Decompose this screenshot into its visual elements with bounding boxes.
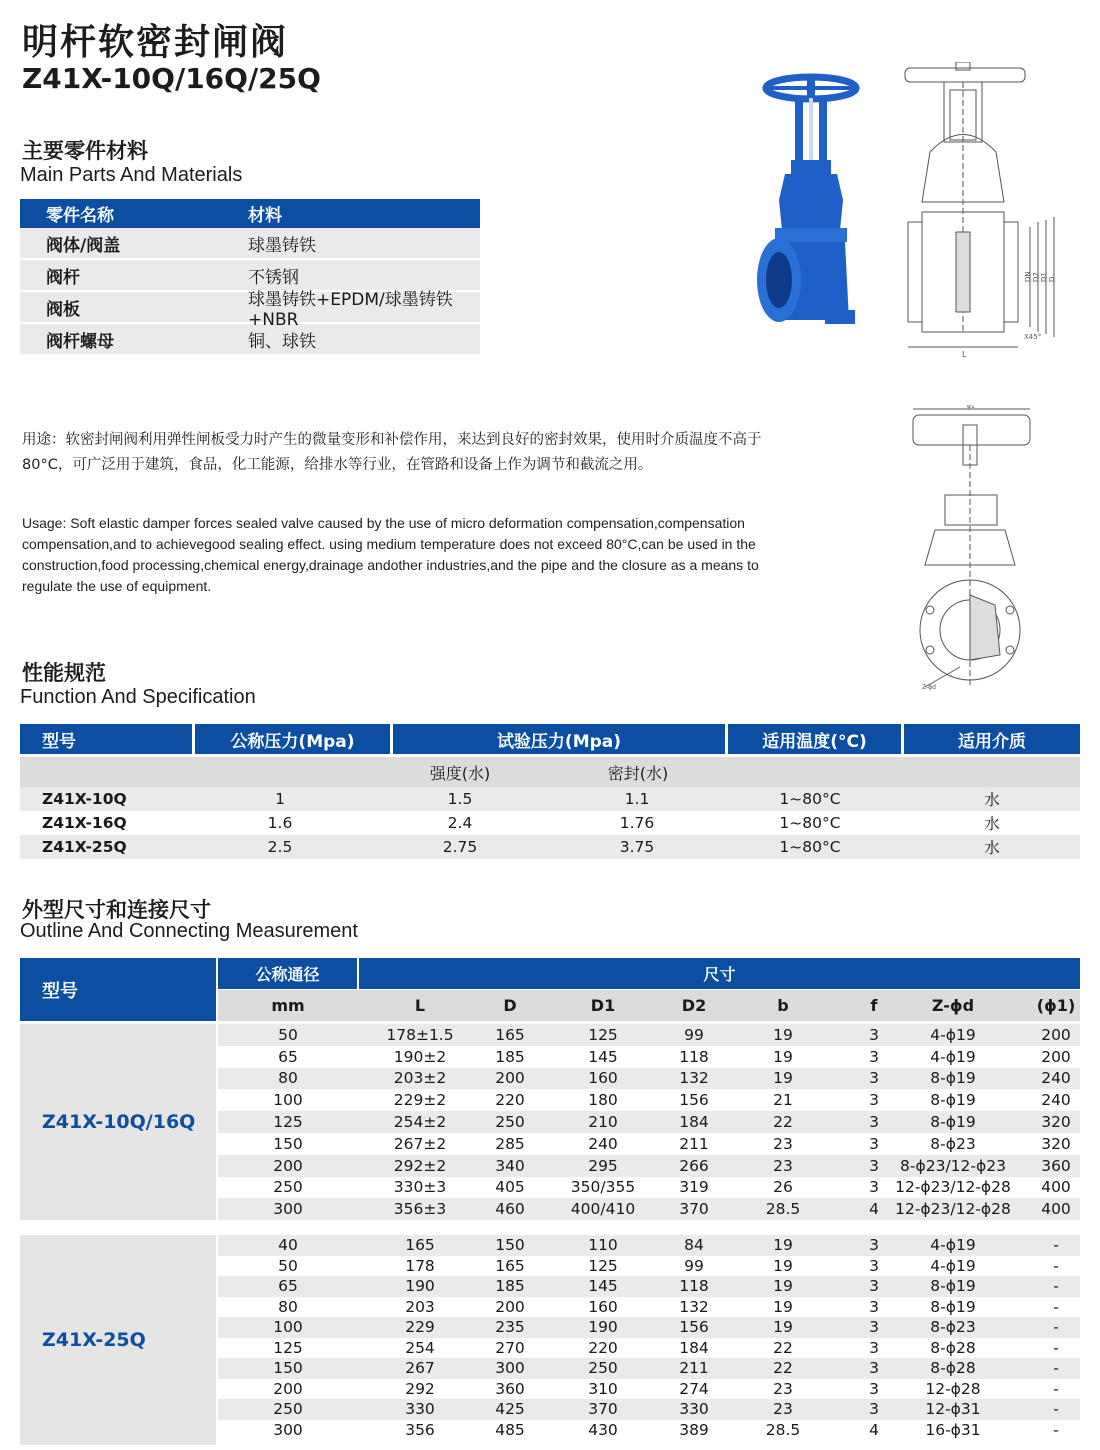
table-cell: 23: [773, 1400, 793, 1419]
table-cell: 240: [1041, 1091, 1071, 1110]
table-cell: 330: [679, 1400, 709, 1419]
table-cell: 165: [495, 1025, 525, 1044]
table-cell: 19: [773, 1297, 793, 1316]
part-name: 阀体/阀盖: [46, 235, 121, 256]
table-cell: -: [1053, 1359, 1059, 1378]
drawing-label: D1: [1040, 272, 1048, 282]
table-cell: 132: [679, 1297, 709, 1316]
table-cell: 184: [679, 1113, 709, 1132]
dims-header-size: 尺寸: [359, 958, 1080, 989]
table-cell: 80: [278, 1069, 298, 1088]
table-cell: 178: [405, 1256, 435, 1275]
table-cell: 40: [278, 1236, 298, 1255]
table-cell: 125: [588, 1025, 618, 1044]
table-cell: 400: [1041, 1200, 1071, 1219]
part-material: 球墨铸铁+EPDM/球墨铸铁+NBR: [248, 289, 453, 330]
dims-group-model: Z41X-10Q/16Q: [20, 1024, 216, 1220]
dims-column-headers: [218, 990, 1080, 1021]
table-cell: 3: [869, 1297, 879, 1316]
table-cell: 210: [588, 1113, 618, 1132]
table-cell: -: [1053, 1236, 1059, 1255]
dims-column-header: (ϕ1): [1036, 996, 1076, 1015]
spec-header-medium: 适用介质: [904, 724, 1080, 754]
table-cell: 330: [405, 1400, 435, 1419]
drawing-label: ϕ1: [967, 405, 975, 410]
spec-nominal: 1.6: [267, 814, 293, 832]
spec-medium: 水: [984, 815, 1000, 833]
spec-table: [20, 724, 1080, 859]
table-row: [218, 1256, 1080, 1277]
table-row: [218, 1276, 1080, 1297]
table-cell: 19: [773, 1236, 793, 1255]
table-cell: 360: [1041, 1156, 1071, 1175]
spec-subheader-seal: 密封(水): [607, 763, 669, 783]
table-cell: 184: [679, 1338, 709, 1357]
table-cell: 270: [495, 1338, 525, 1357]
table-cell: 400/410: [570, 1200, 636, 1219]
spec-subheader: [20, 757, 1080, 787]
spec-seal: 3.75: [619, 838, 655, 856]
parts-header-material: 材料: [248, 206, 282, 226]
table-cell: 356: [405, 1420, 435, 1439]
table-row: [218, 1379, 1080, 1400]
table-cell: 295: [588, 1156, 618, 1175]
table-cell: 160: [588, 1297, 618, 1316]
table-row: [218, 1297, 1080, 1318]
part-material: 球墨铸铁: [248, 235, 316, 256]
table-cell: 28.5: [765, 1200, 801, 1219]
table-cell: 3: [869, 1091, 879, 1110]
spec-header-model: 型号: [20, 724, 192, 754]
table-cell: 180: [588, 1091, 618, 1110]
table-cell: 19: [773, 1025, 793, 1044]
page-title: 明杆软密封闸阀: [22, 22, 289, 63]
drawing-label: X45°: [1024, 333, 1042, 341]
table-row: [218, 1420, 1080, 1441]
spec-temp: 1~80°C: [779, 838, 841, 856]
table-cell: 200: [273, 1156, 303, 1175]
spec-model: Z41X-10Q: [42, 790, 127, 808]
spec-title-cn: 性能规范: [22, 661, 106, 685]
table-cell: 156: [679, 1091, 709, 1110]
table-cell: 19: [773, 1256, 793, 1275]
spec-header-nominal: 公称压力(Mpa): [195, 724, 390, 754]
table-cell: 65: [278, 1047, 298, 1066]
table-cell: 310: [588, 1379, 618, 1398]
table-cell: 8-ϕ28: [930, 1338, 976, 1357]
table-cell: 360: [495, 1379, 525, 1398]
dims-group-model: Z41X-25Q: [20, 1235, 216, 1445]
table-cell: 19: [773, 1069, 793, 1088]
table-cell: 125: [273, 1338, 303, 1357]
drawing-label: DN: [1024, 271, 1032, 282]
table-cell: 150: [273, 1134, 303, 1153]
table-cell: 99: [684, 1256, 704, 1275]
table-cell: 3: [869, 1113, 879, 1132]
table-cell: 250: [495, 1113, 525, 1132]
drawing-label: L: [962, 350, 967, 359]
table-cell: 190±2: [393, 1047, 447, 1066]
table-cell: 100: [273, 1318, 303, 1337]
spec-strength: 2.4: [447, 814, 473, 832]
spec-temp: 1~80°C: [779, 790, 841, 808]
table-cell: 3: [869, 1069, 879, 1088]
dims-column-header: f: [870, 996, 878, 1015]
spec-seal: 1.1: [624, 790, 650, 808]
table-row: [218, 1317, 1080, 1338]
table-cell: 350/355: [570, 1178, 636, 1197]
table-cell: 12-ϕ23/12-ϕ28: [895, 1200, 1011, 1219]
table-cell: 26: [773, 1178, 793, 1197]
table-cell: 99: [684, 1025, 704, 1044]
table-cell: 235: [495, 1318, 525, 1337]
table-cell: 16-ϕ31: [925, 1420, 981, 1439]
table-cell: 165: [405, 1236, 435, 1255]
table-cell: 3: [869, 1379, 879, 1398]
table-cell: 240: [1041, 1069, 1071, 1088]
table-cell: 125: [588, 1256, 618, 1275]
table-cell: 211: [679, 1359, 709, 1378]
front-section-drawing: [905, 405, 1040, 695]
table-row: [20, 324, 480, 356]
table-cell: 8-ϕ19: [930, 1277, 976, 1296]
table-cell: 3: [869, 1277, 879, 1296]
drawing-label: Z-ϕd: [922, 684, 936, 691]
table-cell: 3: [869, 1178, 879, 1197]
dims-column-header: D1: [590, 996, 616, 1015]
spec-subheader-strength: 强度(水): [429, 763, 491, 783]
spec-medium: 水: [984, 839, 1000, 857]
table-cell: 8-ϕ19: [930, 1069, 976, 1088]
table-cell: 3: [869, 1256, 879, 1275]
dims-group-2: [20, 1235, 1080, 1445]
part-name: 阀杆螺母: [46, 331, 114, 352]
table-cell: -: [1053, 1318, 1059, 1337]
table-cell: 320: [1041, 1113, 1071, 1132]
table-cell: 220: [588, 1338, 618, 1357]
table-cell: 203±2: [393, 1069, 447, 1088]
parts-title-en: Main Parts And Materials: [20, 164, 243, 186]
dims-column-header: Z-ϕd: [931, 996, 975, 1015]
spec-strength: 1.5: [447, 790, 473, 808]
spec-header-temp: 适用温度(°C): [728, 724, 901, 754]
spec-header-test: 试验压力(Mpa): [393, 724, 725, 754]
table-row: [20, 811, 1080, 835]
table-cell: 485: [495, 1420, 525, 1439]
table-cell: 3: [869, 1156, 879, 1175]
table-cell: 118: [679, 1277, 709, 1296]
table-cell: 50: [278, 1025, 298, 1044]
table-cell: 190: [588, 1318, 618, 1337]
table-cell: 185: [495, 1277, 525, 1296]
table-cell: 8-ϕ19: [930, 1113, 976, 1132]
dims-title-en: Outline And Connecting Measurement: [20, 920, 358, 942]
table-cell: 28.5: [765, 1420, 801, 1439]
parts-table: [20, 199, 480, 356]
table-cell: 22: [773, 1113, 793, 1132]
table-cell: 267: [405, 1359, 435, 1378]
table-cell: 19: [773, 1318, 793, 1337]
table-cell: 4: [869, 1420, 879, 1439]
spec-title-en: Function And Specification: [20, 686, 256, 708]
table-cell: 3: [869, 1134, 879, 1153]
table-row: [20, 228, 480, 260]
model-title: Z41X-10Q/16Q/25Q: [22, 62, 321, 95]
table-row: [218, 1358, 1080, 1379]
table-cell: 300: [495, 1359, 525, 1378]
table-cell: 3: [869, 1359, 879, 1378]
table-cell: 145: [588, 1277, 618, 1296]
table-cell: 285: [495, 1134, 525, 1153]
table-cell: 80: [278, 1297, 298, 1316]
table-cell: 220: [495, 1091, 525, 1110]
table-cell: 165: [495, 1256, 525, 1275]
table-cell: 370: [588, 1400, 618, 1419]
table-cell: 190: [405, 1277, 435, 1296]
table-cell: 400: [1041, 1178, 1071, 1197]
table-cell: 110: [588, 1236, 618, 1255]
parts-title-cn: 主要零件材料: [22, 139, 148, 163]
table-cell: 4-ϕ19: [930, 1025, 976, 1044]
table-cell: 425: [495, 1400, 525, 1419]
table-cell: 3: [869, 1400, 879, 1419]
table-cell: 19: [773, 1277, 793, 1296]
table-cell: 8-ϕ19: [930, 1297, 976, 1316]
table-cell: 12-ϕ23/12-ϕ28: [895, 1178, 1011, 1197]
dims-header-dn: 公称通径: [218, 958, 357, 989]
dims-title-cn: 外型尺寸和连接尺寸: [22, 898, 211, 922]
table-cell: -: [1053, 1277, 1059, 1296]
dims-column-header: mm: [271, 996, 305, 1015]
spec-nominal: 2.5: [267, 838, 293, 856]
table-cell: 200: [495, 1297, 525, 1316]
table-row: [218, 1068, 1080, 1090]
drawing-label: D2: [1032, 272, 1040, 282]
table-cell: 65: [278, 1277, 298, 1296]
table-cell: 430: [588, 1420, 618, 1439]
table-cell: -: [1053, 1256, 1059, 1275]
table-cell: 3: [869, 1318, 879, 1337]
table-row: [218, 1024, 1080, 1046]
table-cell: 185: [495, 1047, 525, 1066]
table-cell: 8-ϕ23: [930, 1134, 976, 1153]
parts-table-header: [20, 199, 480, 228]
table-cell: 200: [273, 1379, 303, 1398]
table-cell: 100: [273, 1091, 303, 1110]
side-section-drawing: [900, 62, 1070, 362]
table-cell: 50: [278, 1256, 298, 1275]
spec-strength: 2.75: [442, 838, 478, 856]
table-cell: 12-ϕ31: [925, 1400, 981, 1419]
spec-model: Z41X-25Q: [42, 838, 127, 856]
table-row: [218, 1235, 1080, 1256]
table-cell: 266: [679, 1156, 709, 1175]
table-cell: -: [1053, 1420, 1059, 1439]
table-cell: 319: [679, 1178, 709, 1197]
table-cell: -: [1053, 1297, 1059, 1316]
table-cell: -: [1053, 1338, 1059, 1357]
table-cell: 4-ϕ19: [930, 1236, 976, 1255]
table-cell: 405: [495, 1178, 525, 1197]
dims-table: [20, 958, 1080, 1446]
table-cell: 3: [869, 1338, 879, 1357]
table-cell: 178±1.5: [386, 1025, 454, 1044]
table-cell: 320: [1041, 1134, 1071, 1153]
table-cell: 292: [405, 1379, 435, 1398]
table-row: [218, 1155, 1080, 1177]
part-name: 阀板: [46, 299, 80, 320]
table-cell: 12-ϕ28: [925, 1379, 981, 1398]
dims-column-header: D: [503, 996, 517, 1015]
table-cell: 8-ϕ23/12-ϕ23: [900, 1156, 1006, 1175]
table-row: [218, 1089, 1080, 1111]
table-cell: 132: [679, 1069, 709, 1088]
part-material: 不锈钢: [248, 267, 299, 288]
spec-table-header: [20, 724, 1080, 754]
table-cell: 229: [405, 1318, 435, 1337]
spec-temp: 1~80°C: [779, 814, 841, 832]
drawing-label: D: [1048, 276, 1056, 282]
table-row: [20, 835, 1080, 859]
usage-text-en: Usage: Soft elastic damper forces sealed valve caused by the use of micro deformation compensation,compensation compensation,and to achievegood sealing effect. using medium temperature does not exceed 80°C,can be used in the construction,food processing,chemical energy,drainage andother industries,and the pipe and the closure as a means to regulate the use of equipment.: [22, 515, 759, 594]
table-cell: 330±3: [393, 1178, 447, 1197]
table-cell: -: [1053, 1379, 1059, 1398]
table-row: [218, 1399, 1080, 1420]
table-cell: 4-ϕ19: [930, 1047, 976, 1066]
table-cell: 84: [684, 1236, 704, 1255]
dims-column-header: b: [777, 996, 789, 1015]
usage-text-cn: 用途：软密封闸阀利用弹性闸板受力时产生的微量变形和补偿作用，来达到良好的密封效果，使用时介质温度不高于80°C，可广泛用于建筑，食品，化工能源，给排水等行业，在管路和设备上作为调节和截流之用。: [22, 432, 762, 473]
table-cell: 19: [773, 1047, 793, 1066]
table-cell: 8-ϕ19: [930, 1091, 976, 1110]
table-cell: 254: [405, 1338, 435, 1357]
table-cell: 3: [869, 1047, 879, 1066]
table-cell: 229±2: [393, 1091, 447, 1110]
table-cell: 300: [273, 1200, 303, 1219]
part-name: 阀杆: [46, 267, 80, 288]
valve-product-image: [745, 70, 875, 360]
table-cell: 254±2: [393, 1113, 447, 1132]
table-cell: 23: [773, 1379, 793, 1398]
table-row: [218, 1111, 1080, 1133]
dims-group-1: [20, 1024, 1080, 1220]
spec-medium: 水: [984, 791, 1000, 809]
parts-header-name: 零件名称: [46, 206, 114, 226]
table-cell: 23: [773, 1134, 793, 1153]
spec-nominal: 1: [275, 790, 285, 808]
table-cell: 4: [869, 1200, 879, 1219]
table-row: [20, 289, 480, 330]
table-cell: 22: [773, 1338, 793, 1357]
table-cell: 150: [495, 1236, 525, 1255]
table-row: [218, 1133, 1080, 1155]
table-row: [218, 1338, 1080, 1359]
table-cell: 389: [679, 1420, 709, 1439]
table-cell: 156: [679, 1318, 709, 1337]
table-cell: 460: [495, 1200, 525, 1219]
table-cell: 370: [679, 1200, 709, 1219]
table-cell: 8-ϕ23: [930, 1318, 976, 1337]
dims-column-header: L: [414, 996, 426, 1015]
table-cell: 4-ϕ19: [930, 1256, 976, 1275]
table-cell: 200: [1041, 1047, 1071, 1066]
table-cell: 250: [273, 1400, 303, 1419]
table-cell: 118: [679, 1047, 709, 1066]
table-cell: 250: [273, 1178, 303, 1197]
table-row: [20, 787, 1080, 811]
table-cell: 267±2: [393, 1134, 447, 1153]
table-cell: 250: [588, 1359, 618, 1378]
table-cell: 125: [273, 1113, 303, 1132]
table-cell: 356±3: [393, 1200, 447, 1219]
spec-model: Z41X-16Q: [42, 814, 127, 832]
table-cell: -: [1053, 1400, 1059, 1419]
table-row: [218, 1046, 1080, 1068]
table-cell: 3: [869, 1025, 879, 1044]
dims-column-header: D2: [681, 996, 707, 1015]
table-cell: 274: [679, 1379, 709, 1398]
table-cell: 8-ϕ28: [930, 1359, 976, 1378]
spec-seal: 1.76: [619, 814, 655, 832]
table-cell: 23: [773, 1156, 793, 1175]
table-cell: 203: [405, 1297, 435, 1316]
table-cell: 3: [869, 1236, 879, 1255]
dims-header-model: 型号: [20, 958, 216, 1021]
table-cell: 292±2: [393, 1156, 447, 1175]
table-cell: 160: [588, 1069, 618, 1088]
table-cell: 200: [495, 1069, 525, 1088]
table-cell: 240: [588, 1134, 618, 1153]
table-row: [218, 1177, 1080, 1199]
table-cell: 300: [273, 1420, 303, 1439]
table-cell: 211: [679, 1134, 709, 1153]
table-cell: 200: [1041, 1025, 1071, 1044]
table-cell: 21: [773, 1091, 793, 1110]
table-cell: 150: [273, 1359, 303, 1378]
table-cell: 22: [773, 1359, 793, 1378]
table-cell: 145: [588, 1047, 618, 1066]
table-row: [218, 1198, 1080, 1220]
table-cell: 340: [495, 1156, 525, 1175]
part-material: 铜、球铁: [248, 331, 316, 352]
